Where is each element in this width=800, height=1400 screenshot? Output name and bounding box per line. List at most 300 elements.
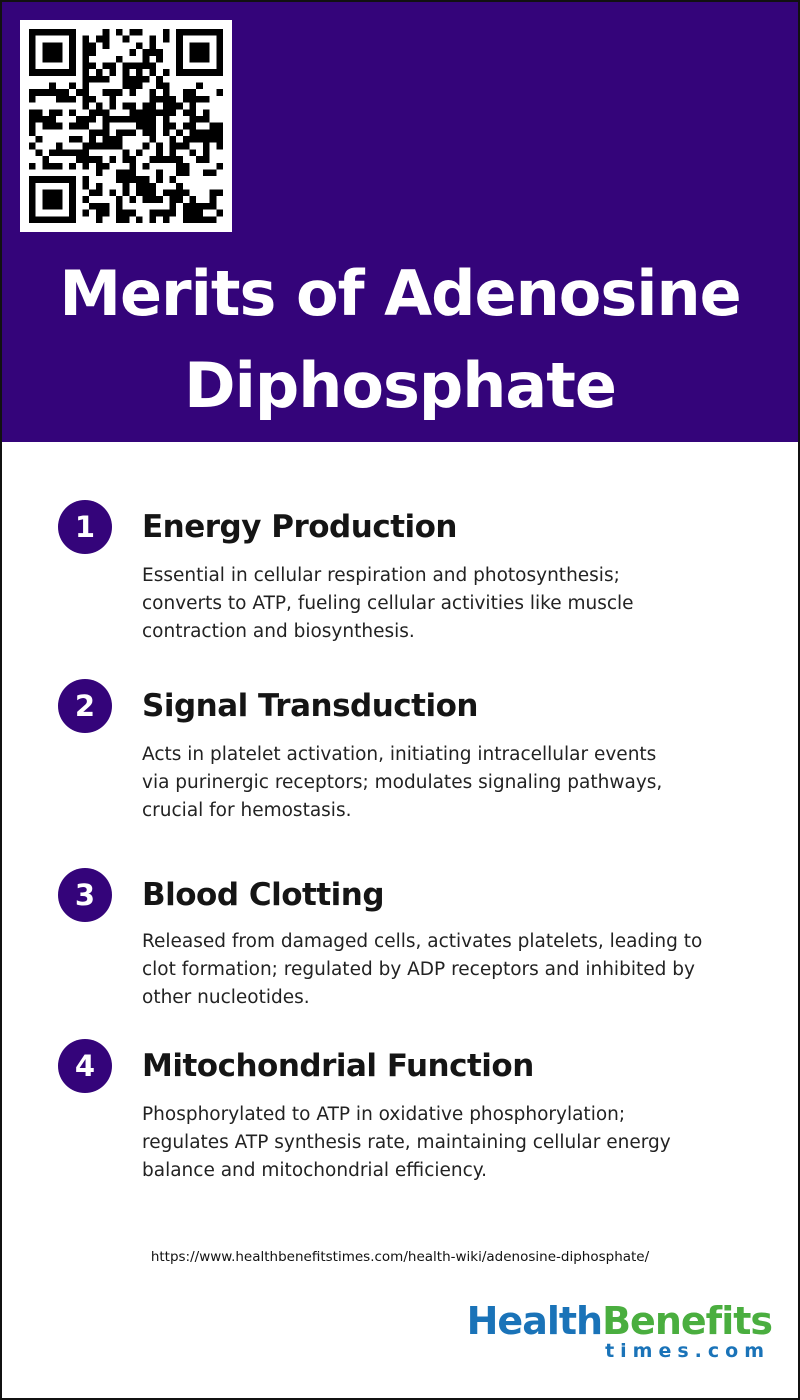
qr-module bbox=[96, 216, 103, 223]
qr-module bbox=[203, 69, 210, 76]
qr-module bbox=[69, 42, 76, 49]
qr-module bbox=[169, 210, 176, 217]
qr-module bbox=[216, 36, 223, 43]
qr-module bbox=[76, 89, 83, 96]
qr-module bbox=[190, 49, 197, 56]
qr-module bbox=[116, 116, 123, 123]
qr-module bbox=[56, 89, 63, 96]
qr-module bbox=[190, 56, 197, 63]
qr-module bbox=[76, 136, 83, 143]
description-line: contraction and biosynthesis. bbox=[142, 621, 415, 642]
qr-module bbox=[136, 83, 143, 90]
qr-module bbox=[196, 96, 203, 103]
qr-module bbox=[29, 29, 36, 36]
qr-module bbox=[216, 49, 223, 56]
qr-module bbox=[96, 36, 103, 43]
qr-module bbox=[36, 176, 43, 183]
qr-module bbox=[96, 163, 103, 170]
qr-module bbox=[49, 203, 56, 210]
qr-module bbox=[176, 69, 183, 76]
qr-module bbox=[216, 29, 223, 36]
qr-module bbox=[196, 136, 203, 143]
qr-module bbox=[96, 76, 103, 83]
qr-module bbox=[49, 196, 56, 203]
qr-module bbox=[36, 116, 43, 123]
qr-module bbox=[196, 216, 203, 223]
qr-module bbox=[42, 216, 49, 223]
qr-module bbox=[190, 89, 197, 96]
qr-module bbox=[203, 129, 210, 136]
description-line: Acts in platelet activation, initiating intracellular events bbox=[142, 744, 657, 765]
qr-module bbox=[89, 136, 96, 143]
qr-module bbox=[196, 83, 203, 90]
qr-module bbox=[136, 216, 143, 223]
qr-module bbox=[129, 176, 136, 183]
qr-module bbox=[196, 56, 203, 63]
qr-module bbox=[83, 123, 90, 130]
qr-module bbox=[29, 163, 36, 170]
qr-module bbox=[190, 96, 197, 103]
qr-module bbox=[216, 62, 223, 69]
merit-title: Energy Production bbox=[142, 509, 458, 545]
qr-module bbox=[76, 149, 83, 156]
qr-module bbox=[49, 109, 56, 116]
qr-module bbox=[89, 190, 96, 197]
qr-module bbox=[103, 89, 110, 96]
qr-module bbox=[123, 83, 130, 90]
qr-module bbox=[123, 176, 130, 183]
number-badge: 2 bbox=[58, 679, 112, 733]
qr-module bbox=[143, 176, 150, 183]
qr-module bbox=[116, 143, 123, 150]
qr-module bbox=[36, 136, 43, 143]
qr-module bbox=[62, 149, 69, 156]
description-line: Phosphorylated to ATP in oxidative phosphorylation; bbox=[142, 1104, 626, 1125]
qr-module bbox=[116, 29, 123, 36]
qr-module bbox=[29, 129, 36, 136]
qr-module bbox=[129, 163, 136, 170]
qr-module bbox=[56, 143, 63, 150]
qr-module bbox=[116, 129, 123, 136]
qr-module bbox=[156, 83, 163, 90]
qr-module bbox=[149, 109, 156, 116]
qr-module bbox=[69, 96, 76, 103]
qr-module bbox=[149, 49, 156, 56]
qr-module bbox=[149, 129, 156, 136]
qr-module bbox=[69, 36, 76, 43]
number-badge: 4 bbox=[58, 1039, 112, 1093]
merit-title: Mitochondrial Function bbox=[142, 1048, 534, 1084]
qr-module bbox=[49, 216, 56, 223]
qr-module bbox=[176, 143, 183, 150]
qr-module bbox=[203, 169, 210, 176]
qr-module bbox=[149, 42, 156, 49]
qr-module bbox=[62, 29, 69, 36]
qr-module bbox=[169, 143, 176, 150]
qr-module bbox=[143, 62, 150, 69]
qr-module bbox=[29, 196, 36, 203]
qr-module bbox=[76, 123, 83, 130]
qr-module bbox=[169, 109, 176, 116]
qr-module bbox=[129, 49, 136, 56]
qr-module bbox=[49, 163, 56, 170]
qr-module bbox=[203, 149, 210, 156]
qr-module bbox=[169, 203, 176, 210]
qr-module bbox=[29, 36, 36, 43]
qr-module bbox=[49, 116, 56, 123]
qr-module bbox=[29, 116, 36, 123]
qr-code-icon[interactable] bbox=[20, 20, 232, 232]
qr-module bbox=[136, 149, 143, 156]
qr-module bbox=[69, 196, 76, 203]
qr-module bbox=[103, 123, 110, 130]
description-line: regulates ATP synthesis rate, maintaining cellular energy bbox=[142, 1132, 671, 1153]
qr-module bbox=[96, 210, 103, 217]
qr-code-graphic bbox=[29, 29, 223, 223]
qr-module bbox=[183, 163, 190, 170]
merit-title: Blood Clotting bbox=[142, 877, 385, 913]
qr-module bbox=[29, 62, 36, 69]
qr-module bbox=[190, 42, 197, 49]
qr-module bbox=[103, 143, 110, 150]
qr-module bbox=[176, 103, 183, 110]
qr-module bbox=[56, 56, 63, 63]
qr-module bbox=[49, 176, 56, 183]
qr-module bbox=[196, 29, 203, 36]
qr-module bbox=[149, 36, 156, 43]
qr-module bbox=[216, 42, 223, 49]
qr-module bbox=[42, 29, 49, 36]
merit-description bbox=[142, 562, 752, 646]
qr-module bbox=[62, 176, 69, 183]
qr-module bbox=[103, 129, 110, 136]
qr-module bbox=[169, 136, 176, 143]
qr-module bbox=[42, 123, 49, 130]
qr-module bbox=[42, 89, 49, 96]
qr-module bbox=[163, 83, 170, 90]
qr-module bbox=[69, 29, 76, 36]
qr-module bbox=[116, 203, 123, 210]
qr-module bbox=[103, 210, 110, 217]
qr-module bbox=[176, 129, 183, 136]
qr-module bbox=[143, 116, 150, 123]
qr-module bbox=[216, 190, 223, 197]
qr-module bbox=[89, 62, 96, 69]
qr-module bbox=[136, 176, 143, 183]
qr-module bbox=[136, 29, 143, 36]
qr-module bbox=[83, 36, 90, 43]
qr-module bbox=[123, 169, 130, 176]
qr-module bbox=[56, 42, 63, 49]
qr-module bbox=[96, 103, 103, 110]
source-url[interactable]: https://www.healthbenefitstimes.com/health-wiki/adenosine-diphosphate/ bbox=[150, 1249, 650, 1265]
qr-module bbox=[116, 136, 123, 143]
qr-module bbox=[96, 143, 103, 150]
qr-module bbox=[163, 216, 170, 223]
qr-module bbox=[190, 196, 197, 203]
qr-module bbox=[149, 216, 156, 223]
qr-module bbox=[169, 190, 176, 197]
qr-module bbox=[196, 116, 203, 123]
qr-module bbox=[163, 210, 170, 217]
qr-module bbox=[129, 103, 136, 110]
qr-module bbox=[143, 56, 150, 63]
qr-module bbox=[123, 156, 130, 163]
qr-module bbox=[183, 216, 190, 223]
qr-module bbox=[210, 69, 217, 76]
qr-module bbox=[196, 69, 203, 76]
qr-module bbox=[163, 29, 170, 36]
qr-module bbox=[216, 136, 223, 143]
qr-module bbox=[143, 183, 150, 190]
qr-module bbox=[143, 123, 150, 130]
qr-module bbox=[203, 29, 210, 36]
qr-module bbox=[210, 169, 217, 176]
qr-module bbox=[56, 163, 63, 170]
qr-module bbox=[203, 56, 210, 63]
qr-module bbox=[176, 156, 183, 163]
qr-module bbox=[56, 203, 63, 210]
qr-module bbox=[156, 56, 163, 63]
qr-module bbox=[190, 210, 197, 217]
description-line: balance and mitochondrial efficiency. bbox=[142, 1160, 487, 1181]
qr-module bbox=[136, 109, 143, 116]
qr-module bbox=[56, 123, 63, 130]
qr-module bbox=[29, 190, 36, 197]
qr-module bbox=[96, 190, 103, 197]
qr-module bbox=[42, 116, 49, 123]
qr-module bbox=[156, 96, 163, 103]
qr-module bbox=[103, 116, 110, 123]
description-line: Released from damaged cells, activates platelets, leading to bbox=[142, 931, 703, 952]
qr-module bbox=[109, 190, 116, 197]
qr-module bbox=[89, 49, 96, 56]
qr-module bbox=[69, 62, 76, 69]
qr-module bbox=[96, 203, 103, 210]
qr-module bbox=[29, 69, 36, 76]
qr-module bbox=[203, 49, 210, 56]
qr-module bbox=[136, 69, 143, 76]
qr-module bbox=[89, 143, 96, 150]
qr-module bbox=[109, 103, 116, 110]
qr-module bbox=[210, 196, 217, 203]
qr-module bbox=[89, 129, 96, 136]
qr-module bbox=[29, 42, 36, 49]
qr-module bbox=[203, 136, 210, 143]
qr-module bbox=[49, 83, 56, 90]
qr-module bbox=[83, 62, 90, 69]
qr-module bbox=[156, 176, 163, 183]
logo-health: Health bbox=[466, 1299, 603, 1343]
qr-module bbox=[196, 156, 203, 163]
qr-module bbox=[203, 116, 210, 123]
qr-module bbox=[36, 216, 43, 223]
qr-module bbox=[42, 156, 49, 163]
qr-module bbox=[190, 109, 197, 116]
qr-module bbox=[203, 109, 210, 116]
qr-module bbox=[136, 116, 143, 123]
qr-module bbox=[42, 196, 49, 203]
qr-module bbox=[83, 56, 90, 63]
qr-module bbox=[69, 136, 76, 143]
qr-module bbox=[83, 183, 90, 190]
qr-module bbox=[190, 29, 197, 36]
qr-module bbox=[196, 129, 203, 136]
qr-module bbox=[103, 36, 110, 43]
qr-module bbox=[49, 149, 56, 156]
qr-module bbox=[29, 123, 36, 130]
qr-module bbox=[36, 109, 43, 116]
qr-module bbox=[69, 203, 76, 210]
qr-module bbox=[89, 76, 96, 83]
qr-module bbox=[49, 29, 56, 36]
qr-module bbox=[29, 216, 36, 223]
qr-module bbox=[176, 163, 183, 170]
qr-module bbox=[163, 123, 170, 130]
qr-module bbox=[169, 176, 176, 183]
qr-module bbox=[49, 42, 56, 49]
qr-module bbox=[183, 136, 190, 143]
qr-module bbox=[109, 96, 116, 103]
qr-module bbox=[83, 69, 90, 76]
qr-module bbox=[176, 190, 183, 197]
qr-module bbox=[163, 36, 170, 43]
qr-module bbox=[116, 196, 123, 203]
qr-module bbox=[62, 69, 69, 76]
description-line: via purinergic receptors; modulates signaling pathways, bbox=[142, 772, 663, 793]
qr-module bbox=[190, 203, 197, 210]
qr-module bbox=[123, 190, 130, 197]
qr-module bbox=[149, 62, 156, 69]
qr-module bbox=[62, 89, 69, 96]
qr-module bbox=[123, 62, 130, 69]
qr-module bbox=[123, 149, 130, 156]
qr-module bbox=[36, 89, 43, 96]
qr-module bbox=[190, 123, 197, 130]
qr-module bbox=[163, 69, 170, 76]
qr-module bbox=[190, 69, 197, 76]
qr-module bbox=[42, 56, 49, 63]
qr-module bbox=[156, 76, 163, 83]
qr-module bbox=[183, 123, 190, 130]
qr-module bbox=[56, 196, 63, 203]
qr-module bbox=[129, 169, 136, 176]
qr-module bbox=[56, 49, 63, 56]
qr-module bbox=[123, 183, 130, 190]
qr-module bbox=[169, 123, 176, 130]
qr-module bbox=[69, 56, 76, 63]
qr-module bbox=[149, 156, 156, 163]
qr-module bbox=[156, 149, 163, 156]
qr-module bbox=[176, 49, 183, 56]
qr-module bbox=[42, 163, 49, 170]
qr-module bbox=[62, 216, 69, 223]
qr-module bbox=[96, 183, 103, 190]
logo-wordmark bbox=[467, 1300, 772, 1342]
qr-module bbox=[123, 129, 130, 136]
qr-module bbox=[83, 83, 90, 90]
qr-module bbox=[176, 36, 183, 43]
qr-module bbox=[29, 89, 36, 96]
qr-module bbox=[129, 109, 136, 116]
qr-module bbox=[83, 42, 90, 49]
qr-module bbox=[210, 123, 217, 130]
qr-module bbox=[123, 216, 130, 223]
qr-module bbox=[49, 190, 56, 197]
qr-module bbox=[83, 143, 90, 150]
qr-module bbox=[89, 203, 96, 210]
qr-module bbox=[176, 29, 183, 36]
qr-module bbox=[143, 190, 150, 197]
health-benefits-times-logo bbox=[452, 1300, 772, 1364]
qr-module bbox=[143, 129, 150, 136]
qr-module bbox=[129, 89, 136, 96]
qr-module bbox=[136, 123, 143, 130]
qr-module bbox=[49, 49, 56, 56]
qr-module bbox=[83, 149, 90, 156]
qr-module bbox=[183, 109, 190, 116]
qr-module bbox=[109, 143, 116, 150]
qr-module bbox=[169, 103, 176, 110]
qr-module bbox=[42, 203, 49, 210]
qr-module bbox=[149, 116, 156, 123]
description-line: crucial for hemostasis. bbox=[142, 800, 352, 821]
qr-module bbox=[149, 183, 156, 190]
qr-module bbox=[103, 163, 110, 170]
qr-module bbox=[129, 76, 136, 83]
qr-module bbox=[136, 62, 143, 69]
qr-module bbox=[196, 210, 203, 217]
qr-module bbox=[42, 49, 49, 56]
qr-module bbox=[156, 143, 163, 150]
qr-module bbox=[69, 176, 76, 183]
qr-module bbox=[176, 183, 183, 190]
qr-module bbox=[156, 210, 163, 217]
logo-benefits: Benefits bbox=[602, 1299, 772, 1343]
qr-module bbox=[123, 36, 130, 43]
qr-module bbox=[210, 203, 217, 210]
qr-module bbox=[83, 196, 90, 203]
qr-module bbox=[176, 62, 183, 69]
qr-module bbox=[83, 49, 90, 56]
page-title bbox=[2, 248, 798, 432]
description-line: clot formation; regulated by ADP receptors and inhibited by bbox=[142, 959, 695, 980]
qr-module bbox=[203, 42, 210, 49]
qr-module bbox=[203, 96, 210, 103]
qr-module bbox=[156, 196, 163, 203]
qr-module bbox=[203, 143, 210, 150]
qr-module bbox=[29, 143, 36, 150]
qr-module bbox=[149, 210, 156, 217]
qr-module bbox=[123, 116, 130, 123]
qr-module bbox=[216, 56, 223, 63]
qr-module bbox=[56, 149, 63, 156]
qr-module bbox=[129, 62, 136, 69]
qr-module bbox=[56, 190, 63, 197]
qr-module bbox=[143, 49, 150, 56]
qr-module bbox=[83, 103, 90, 110]
qr-module bbox=[83, 163, 90, 170]
qr-module bbox=[210, 216, 217, 223]
qr-module bbox=[96, 169, 103, 176]
qr-module bbox=[36, 69, 43, 76]
qr-module bbox=[109, 62, 116, 69]
qr-module bbox=[163, 89, 170, 96]
qr-module bbox=[129, 83, 136, 90]
qr-module bbox=[169, 196, 176, 203]
qr-module bbox=[69, 210, 76, 217]
qr-module bbox=[76, 116, 83, 123]
